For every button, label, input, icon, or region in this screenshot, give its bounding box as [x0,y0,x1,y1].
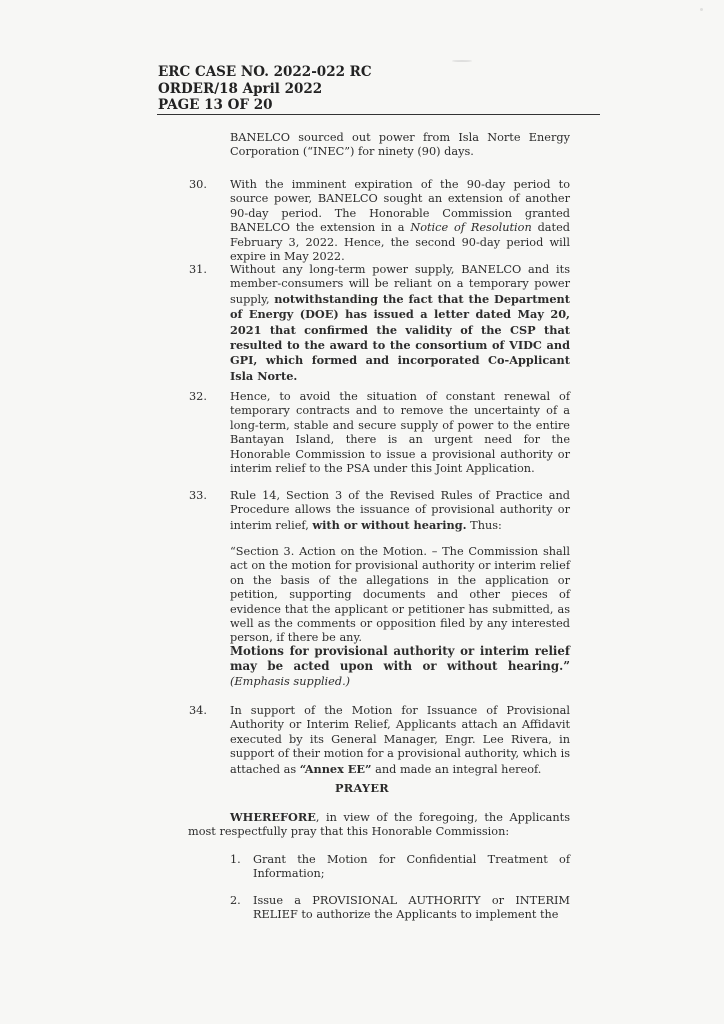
emphasis-supplied: (Emphasis supplied.) [230,674,351,688]
prayer-heading: PRAYER [335,781,389,795]
paragraph-31-number: 31. [189,263,207,276]
paragraph-30-number: 30. [189,178,207,191]
quoted-emphasis [230,644,570,689]
paragraph-32: Hence, to avoid the situation of constant renewal of temporary contracts and to remove the uncertainty of a long-term, stable and secure supply of power to the entire Bantayan Island, there is an urgent need for the Honorable Commission to issue a provisional authority or interim relief to the PSA under this Joint Application. [230,390,570,476]
scan-speck [700,8,703,11]
p33-text-bold: with or without hearing. [312,517,467,532]
paragraph-34-number: 34. [189,704,207,717]
case-header [158,64,598,114]
header-rule [157,114,600,115]
paragraph-33 [230,489,570,533]
paragraph-32-number: 32. [189,390,207,403]
p31-text-1: Without any long-term power supply, BANELCO and its member-consumers will be reliant on a temporary power supply, [230,263,570,306]
prayer-item: Grant the Motion for Confidential Treatment of Information; [253,853,570,881]
prayer-item: Issue a PROVISIONAL AUTHORITY or INTERIM RELIEF to authorize the Applicants to implement the [253,894,570,922]
paragraph-30 [230,178,570,264]
p30-text-1: With the imminent expiration of the 90-day period to source power, BANELCO sought an extension of another 90-day period. The Honorable Commission granted BANELCO the extension in a [230,178,570,235]
wherefore-word: WHEREFORE [230,810,316,824]
annex-ee: “Annex EE” [299,761,372,776]
wherefore-text: , in view of the foregoing, the Applicants most respectfully pray that this Honorable Commission: [188,811,570,839]
continued-paragraph: BANELCO sourced out power from Isla Norte Energy Corporation (“INEC”) for ninety (90) days. [230,131,570,159]
paragraph-31 [230,263,570,384]
p34-text-1: In support of the Motion for Issuance of Provisional Authority or Interim Relief, Applicants attach an Affidavit executed by its General Manager, Engr. Lee Rivera, in support of their motion for a provisional authority, which is attached as [230,704,570,776]
p30-text-italic: Notice of Resolution [410,221,532,235]
p33-text-1: Rule 14, Section 3 of the Revised Rules of Practice and Procedure allows the issuance of provisional authority or interim relief, [230,489,570,532]
p33-text-3: Thus: [466,518,502,532]
p31-text-bold: notwithstanding the fact that the Department of Energy (DOE) has issued a letter dated May 20, 2021 that confirmed the validity of the CSP that resulted to the award to the consortium of VIDC and GPI, which formed and incorporated Co-Applicant Isla Norte. [230,291,570,383]
scan-speck [452,60,472,62]
paragraph-33-number: 33. [189,489,207,502]
prayer-item-number: 2. [230,894,241,907]
wherefore-paragraph [188,810,570,840]
page-number: PAGE 13 OF 20 [158,97,273,113]
case-number: ERC CASE NO. 2022-022 RC [158,64,372,80]
p30-text-3: dated February 3, 2022. Hence, the second 90-day period will expire in May 2022. [230,221,570,264]
order-date: ORDER/18 April 2022 [158,80,323,97]
quoted-section-3: “Section 3. Action on the Motion. – The Commission shall act on the motion for provisional authority or interim relief on the basis of the allegations in the application or petition, supporting documents and other pieces of evidence that the applicant or petitioner has submitted, as well as the comments or opposition filed by any interested person, if there be any. [230,545,570,645]
paragraph-34 [230,704,570,777]
prayer-item-number: 1. [230,853,241,866]
p34-text-3: and made an integral hereof. [371,762,542,776]
quoted-bold-text: Motions for provisional authority or interim relief may be acted upon with or without hearing.” [230,644,570,674]
